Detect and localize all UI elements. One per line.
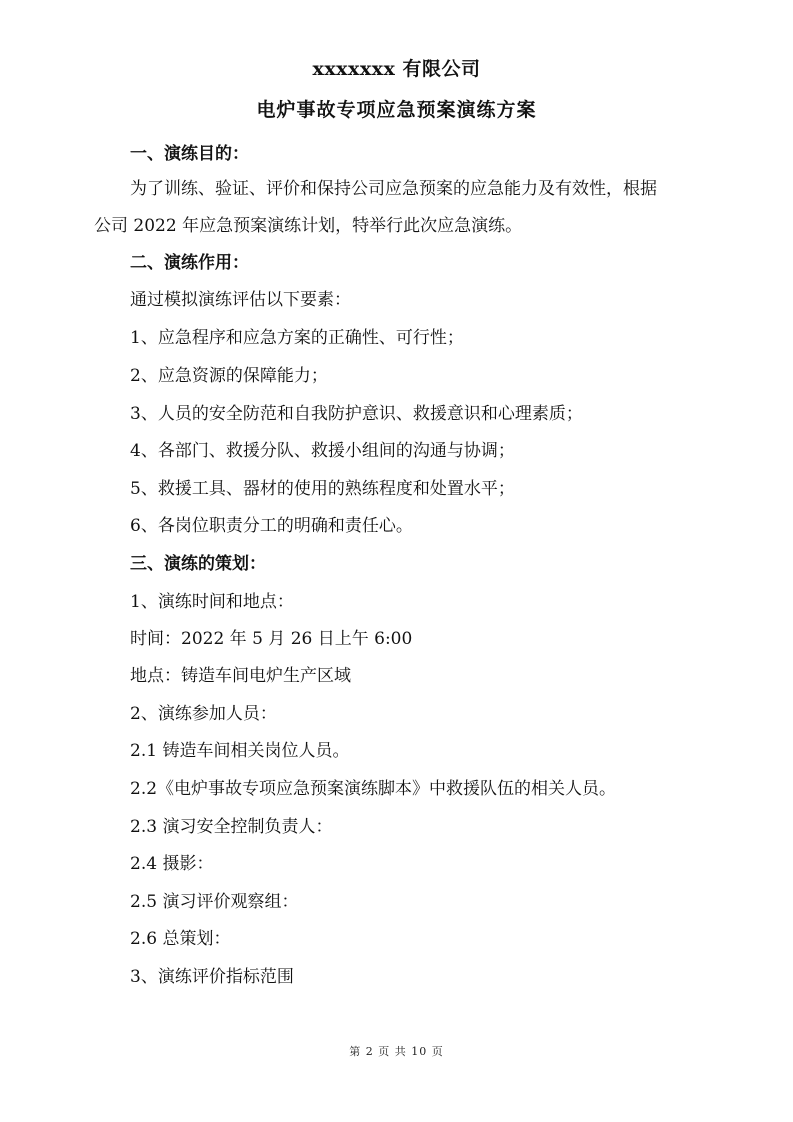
section-2-item: 3、人员的安全防范和自我防护意识、救援意识和心理素质； — [130, 404, 583, 424]
section-2-heading: 二、演练作用： — [130, 253, 249, 273]
section-2-item: 4、各部门、救援分队、救援小组间的沟通与协调； — [130, 441, 515, 461]
section-3-line: 2.6 总策划： — [130, 929, 231, 949]
section-3-line: 2.1 铸造车间相关岗位人员。 — [130, 741, 350, 761]
section-3-line: 1、演练时间和地点： — [130, 592, 294, 612]
section-3-line: 2.5 演习评价观察组： — [130, 892, 299, 912]
section-3-line: 2.2《电炉事故专项应急预案演练脚本》中救援队伍的相关人员。 — [130, 779, 617, 799]
section-3-line: 2.4 摄影： — [130, 854, 214, 874]
section-2-item: 5、救援工具、器材的使用的熟练程度和处置水平； — [130, 479, 515, 499]
section-1-paragraph-line-2: 公司 2022 年应急预案演练计划，特举行此次应急演练。 — [94, 216, 523, 236]
company-title: xxxxxxx 有限公司 — [312, 58, 481, 80]
section-2-item: 1、应急程序和应急方案的正确性、可行性； — [130, 328, 464, 348]
section-2-item: 6、各岗位职责分工的明确和责任心。 — [130, 516, 413, 536]
section-2-item: 2、应急资源的保障能力； — [130, 366, 328, 386]
document-title: 电炉事故专项应急预案演练方案 — [256, 99, 537, 121]
section-2-intro: 通过模拟演练评估以下要素： — [130, 290, 351, 310]
section-3-line: 3、演练评价指标范围 — [130, 967, 294, 987]
section-3-line: 时间：2022 年 5 月 26 日上午 6:00 — [130, 629, 413, 649]
section-1-paragraph-line-1: 为了训练、验证、评价和保持公司应急预案的应急能力及有效性，根据 — [130, 179, 657, 199]
section-3-heading: 三、演练的策划： — [130, 554, 266, 574]
section-1-heading: 一、演练目的： — [130, 144, 249, 164]
section-3-line: 2.3 演习安全控制负责人： — [130, 817, 333, 837]
section-3-line: 地点：铸造车间电炉生产区域 — [130, 666, 351, 686]
section-3-line: 2、演练参加人员： — [130, 704, 277, 724]
page-number-footer: 第 2 页 共 10 页 — [349, 1045, 444, 1058]
